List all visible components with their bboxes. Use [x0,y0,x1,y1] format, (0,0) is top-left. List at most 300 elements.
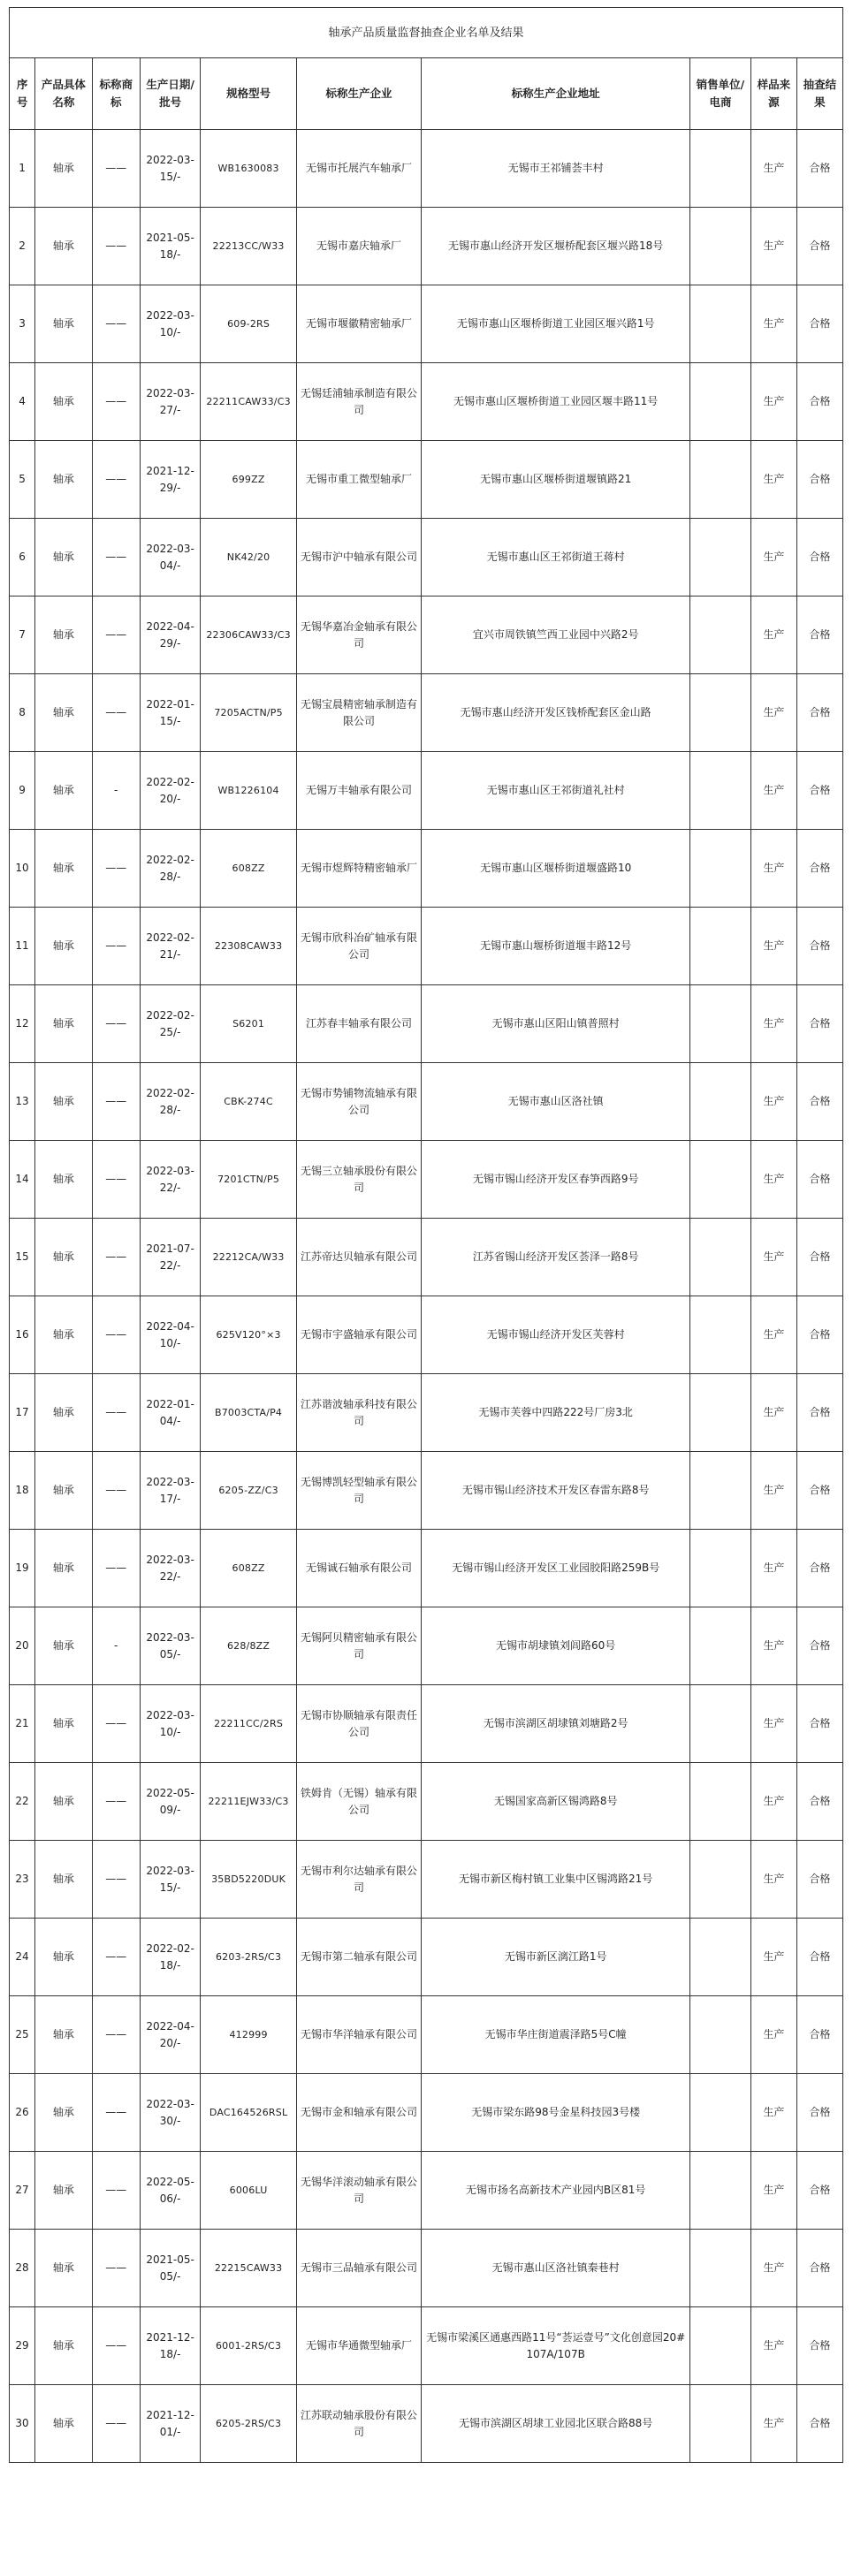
cell-spec: CBK-274C [201,1063,296,1141]
cell-index: 11 [10,908,35,985]
cell-seller [690,2307,751,2385]
cell-production-date: 2022-03-15/- [140,1841,201,1919]
cell-seller [690,1841,751,1919]
cell-index: 22 [10,1763,35,1841]
cell-address: 无锡市梁东路98号金星科技园3号楼 [422,2074,690,2152]
cell-enterprise: 无锡市利尔达轴承有限公司 [296,1841,422,1919]
cell-enterprise: 江苏联动轴承股份有限公司 [296,2385,422,2463]
cell-trademark: —— [92,674,140,752]
cell-sample-source: 生产 [750,1530,796,1607]
cell-index: 16 [10,1296,35,1374]
cell-enterprise: 无锡市第二轴承有限公司 [296,1919,422,1996]
cell-enterprise: 无锡华洋滚动轴承有限公司 [296,2152,422,2230]
cell-address: 无锡市惠山区洛社镇秦巷村 [422,2230,690,2307]
table-row [10,2307,843,2385]
cell-spec: WB1630083 [201,130,296,208]
table-row [10,1919,843,1996]
cell-address: 无锡市新区漓江路1号 [422,1919,690,1996]
cell-enterprise: 江苏谐波轴承科技有限公司 [296,1374,422,1452]
cell-result: 合格 [796,752,842,830]
cell-address: 无锡市惠山区堰桥街道堰镇路21 [422,441,690,519]
cell-sample-source: 生产 [750,1374,796,1452]
cell-index: 17 [10,1374,35,1452]
cell-spec: 6205-2RS/C3 [201,2385,296,2463]
table-row [10,1063,843,1141]
cell-index: 19 [10,1530,35,1607]
cell-index: 1 [10,130,35,208]
cell-address: 无锡市惠山经济开发区钱桥配套区金山路 [422,674,690,752]
cell-product: 轴承 [35,1530,93,1607]
cell-address: 无锡市惠山经济开发区堰桥配套区堰兴路18号 [422,208,690,285]
cell-address: 无锡市华庄街道震泽路5号C幢 [422,1996,690,2074]
cell-enterprise: 无锡诚石轴承有限公司 [296,1530,422,1607]
cell-product: 轴承 [35,1452,93,1530]
cell-trademark: —— [92,1530,140,1607]
table-row [10,130,843,208]
cell-result: 合格 [796,1374,842,1452]
cell-product: 轴承 [35,1919,93,1996]
cell-spec: 628/8ZZ [201,1607,296,1685]
cell-seller [690,1530,751,1607]
cell-seller [690,208,751,285]
cell-enterprise: 无锡市三品轴承有限公司 [296,2230,422,2307]
cell-production-date: 2022-05-06/- [140,2152,201,2230]
cell-seller [690,2074,751,2152]
cell-index: 6 [10,519,35,597]
cell-index: 25 [10,1996,35,2074]
cell-index: 8 [10,674,35,752]
cell-product: 轴承 [35,1296,93,1374]
cell-sample-source: 生产 [750,2230,796,2307]
table-row [10,2385,843,2463]
cell-product: 轴承 [35,1219,93,1296]
header-cell: 规格型号 [201,58,296,130]
cell-index: 26 [10,2074,35,2152]
cell-production-date: 2022-04-29/- [140,597,201,674]
cell-production-date: 2022-03-05/- [140,1607,201,1685]
cell-index: 15 [10,1219,35,1296]
cell-result: 合格 [796,597,842,674]
cell-trademark: —— [92,441,140,519]
cell-product: 轴承 [35,674,93,752]
cell-result: 合格 [796,2385,842,2463]
cell-product: 轴承 [35,1141,93,1219]
header-cell: 标称生产企业地址 [422,58,690,130]
cell-enterprise: 无锡市金和轴承有限公司 [296,2074,422,2152]
table-row [10,1530,843,1607]
cell-production-date: 2022-02-18/- [140,1919,201,1996]
cell-address: 无锡国家高新区锡鸿路8号 [422,1763,690,1841]
cell-enterprise: 无锡博凯轻型轴承有限公司 [296,1452,422,1530]
cell-index: 12 [10,985,35,1063]
cell-result: 合格 [796,1996,842,2074]
cell-index: 18 [10,1452,35,1530]
results-table [9,7,843,2463]
table-row [10,1996,843,2074]
cell-trademark: —— [92,1141,140,1219]
cell-spec: 6001-2RS/C3 [201,2307,296,2385]
cell-sample-source: 生产 [750,2307,796,2385]
cell-address: 无锡市惠山区堰桥街道工业园区堰丰路11号 [422,363,690,441]
cell-trademark: —— [92,985,140,1063]
cell-result: 合格 [796,1219,842,1296]
cell-index: 7 [10,597,35,674]
cell-sample-source: 生产 [750,1219,796,1296]
cell-spec: DAC164526RSL [201,2074,296,2152]
cell-address: 无锡市胡埭镇刘闾路60号 [422,1607,690,1685]
cell-index: 14 [10,1141,35,1219]
header-cell: 抽查结果 [796,58,842,130]
cell-trademark: - [92,752,140,830]
cell-spec: NK42/20 [201,519,296,597]
cell-production-date: 2021-12-18/- [140,2307,201,2385]
cell-result: 合格 [796,363,842,441]
cell-address: 无锡市锡山经济开发区春笋西路9号 [422,1141,690,1219]
table-body [10,130,843,2463]
cell-address: 无锡市惠山区堰桥街道堰盛路10 [422,830,690,908]
cell-sample-source: 生产 [750,2074,796,2152]
cell-address: 无锡市锡山经济开发区工业园胶阳路259B号 [422,1530,690,1607]
cell-index: 5 [10,441,35,519]
cell-production-date: 2022-03-22/- [140,1530,201,1607]
table-row [10,2152,843,2230]
cell-trademark: —— [92,285,140,363]
cell-trademark: —— [92,2152,140,2230]
cell-trademark: —— [92,1763,140,1841]
table-row [10,1607,843,1685]
cell-enterprise: 无锡市煜辉特精密轴承厂 [296,830,422,908]
cell-seller [690,674,751,752]
cell-trademark: - [92,1607,140,1685]
cell-product: 轴承 [35,285,93,363]
cell-production-date: 2022-03-17/- [140,1452,201,1530]
header-cell: 序号 [10,58,35,130]
table-row [10,363,843,441]
cell-enterprise: 无锡宝晨精密轴承制造有限公司 [296,674,422,752]
cell-index: 30 [10,2385,35,2463]
cell-trademark: —— [92,1374,140,1452]
cell-result: 合格 [796,1919,842,1996]
header-cell: 样品来源 [750,58,796,130]
cell-enterprise: 无锡阿贝精密轴承有限公司 [296,1607,422,1685]
cell-index: 9 [10,752,35,830]
cell-product: 轴承 [35,130,93,208]
cell-spec: 699ZZ [201,441,296,519]
cell-result: 合格 [796,441,842,519]
cell-product: 轴承 [35,2152,93,2230]
header-cell: 标称商标 [92,58,140,130]
cell-result: 合格 [796,1296,842,1374]
cell-sample-source: 生产 [750,363,796,441]
table-row [10,1452,843,1530]
table-row [10,208,843,285]
cell-trademark: —— [92,1841,140,1919]
cell-product: 轴承 [35,441,93,519]
cell-index: 21 [10,1685,35,1763]
cell-product: 轴承 [35,908,93,985]
cell-seller [690,1996,751,2074]
table-row [10,2230,843,2307]
cell-address: 无锡市惠山区阳山镇普照村 [422,985,690,1063]
cell-production-date: 2022-02-25/- [140,985,201,1063]
cell-seller [690,830,751,908]
cell-trademark: —— [92,519,140,597]
cell-product: 轴承 [35,1841,93,1919]
table-row [10,519,843,597]
cell-product: 轴承 [35,363,93,441]
cell-enterprise: 无锡市协顺轴承有限责任公司 [296,1685,422,1763]
cell-spec: 608ZZ [201,830,296,908]
cell-spec: 22308CAW33 [201,908,296,985]
cell-production-date: 2022-03-27/- [140,363,201,441]
table-row [10,830,843,908]
cell-spec: 22213CC/W33 [201,208,296,285]
cell-product: 轴承 [35,985,93,1063]
cell-production-date: 2022-02-28/- [140,1063,201,1141]
cell-sample-source: 生产 [750,1685,796,1763]
cell-production-date: 2021-05-05/- [140,2230,201,2307]
cell-address: 无锡市惠山堰桥街道堰丰路12号 [422,908,690,985]
cell-product: 轴承 [35,1763,93,1841]
cell-enterprise: 铁姆肯（无锡）轴承有限公司 [296,1763,422,1841]
table-row [10,1763,843,1841]
cell-seller [690,1763,751,1841]
table-row [10,597,843,674]
cell-seller [690,1919,751,1996]
cell-product: 轴承 [35,1607,93,1685]
cell-production-date: 2022-03-22/- [140,1141,201,1219]
cell-result: 合格 [796,1841,842,1919]
cell-result: 合格 [796,908,842,985]
cell-production-date: 2021-07-22/- [140,1219,201,1296]
table-title: 轴承产品质量监督抽查企业名单及结果 [10,8,843,58]
cell-spec: 22211CAW33/C3 [201,363,296,441]
cell-sample-source: 生产 [750,830,796,908]
cell-enterprise: 江苏帝达贝轴承有限公司 [296,1219,422,1296]
cell-seller [690,441,751,519]
cell-production-date: 2022-03-10/- [140,285,201,363]
cell-sample-source: 生产 [750,285,796,363]
table-row [10,1296,843,1374]
cell-spec: WB1226104 [201,752,296,830]
cell-production-date: 2022-01-04/- [140,1374,201,1452]
cell-trademark: —— [92,1063,140,1141]
cell-enterprise: 无锡市华洋轴承有限公司 [296,1996,422,2074]
cell-trademark: —— [92,1219,140,1296]
cell-trademark: —— [92,830,140,908]
cell-trademark: —— [92,208,140,285]
cell-sample-source: 生产 [750,752,796,830]
cell-trademark: —— [92,1296,140,1374]
cell-trademark: —— [92,908,140,985]
cell-enterprise: 无锡万丰轴承有限公司 [296,752,422,830]
cell-spec: 6006LU [201,2152,296,2230]
cell-sample-source: 生产 [750,208,796,285]
cell-index: 13 [10,1063,35,1141]
cell-index: 24 [10,1919,35,1996]
cell-sample-source: 生产 [750,1063,796,1141]
cell-product: 轴承 [35,208,93,285]
cell-production-date: 2021-12-01/- [140,2385,201,2463]
cell-enterprise: 无锡市嘉庆轴承厂 [296,208,422,285]
cell-index: 28 [10,2230,35,2307]
cell-result: 合格 [796,1452,842,1530]
cell-result: 合格 [796,985,842,1063]
cell-production-date: 2022-01-15/- [140,674,201,752]
cell-trademark: —— [92,2230,140,2307]
cell-sample-source: 生产 [750,441,796,519]
cell-product: 轴承 [35,830,93,908]
cell-seller [690,130,751,208]
cell-production-date: 2022-03-30/- [140,2074,201,2152]
cell-result: 合格 [796,1141,842,1219]
cell-enterprise: 无锡市宇盛轴承有限公司 [296,1296,422,1374]
cell-address: 无锡市锡山经济开发区芙蓉村 [422,1296,690,1374]
cell-sample-source: 生产 [750,1841,796,1919]
cell-sample-source: 生产 [750,1763,796,1841]
cell-production-date: 2022-02-20/- [140,752,201,830]
cell-sample-source: 生产 [750,1452,796,1530]
cell-address: 无锡市惠山区洛社镇 [422,1063,690,1141]
table-row [10,1374,843,1452]
cell-result: 合格 [796,2152,842,2230]
cell-product: 轴承 [35,1996,93,2074]
cell-enterprise: 无锡华嘉冶金轴承有限公司 [296,597,422,674]
cell-enterprise: 无锡市沪中轴承有限公司 [296,519,422,597]
cell-sample-source: 生产 [750,1141,796,1219]
cell-result: 合格 [796,519,842,597]
cell-seller [690,1607,751,1685]
cell-address: 江苏省锡山经济开发区荟泽一路8号 [422,1219,690,1296]
cell-product: 轴承 [35,1685,93,1763]
cell-enterprise: 无锡市势铺物流轴承有限公司 [296,1063,422,1141]
cell-index: 3 [10,285,35,363]
cell-result: 合格 [796,2230,842,2307]
cell-index: 4 [10,363,35,441]
cell-address: 无锡市惠山区王祁街道王蒋村 [422,519,690,597]
cell-spec: 35BD5220DUK [201,1841,296,1919]
cell-spec: 22215CAW33 [201,2230,296,2307]
cell-production-date: 2022-03-10/- [140,1685,201,1763]
cell-production-date: 2021-05-18/- [140,208,201,285]
cell-index: 27 [10,2152,35,2230]
table-row [10,752,843,830]
cell-trademark: —— [92,130,140,208]
cell-address: 无锡市锡山经济技术开发区春雷东路8号 [422,1452,690,1530]
cell-spec: 6203-2RS/C3 [201,1919,296,1996]
document [9,7,843,2463]
cell-result: 合格 [796,674,842,752]
cell-trademark: —— [92,597,140,674]
cell-product: 轴承 [35,1374,93,1452]
cell-address: 无锡市滨湖区胡埭工业园北区联合路88号 [422,2385,690,2463]
cell-enterprise: 无锡市堰徽精密轴承厂 [296,285,422,363]
cell-sample-source: 生产 [750,985,796,1063]
cell-result: 合格 [796,2074,842,2152]
cell-result: 合格 [796,1530,842,1607]
cell-enterprise: 无锡市重工微型轴承厂 [296,441,422,519]
cell-sample-source: 生产 [750,674,796,752]
cell-sample-source: 生产 [750,2385,796,2463]
cell-product: 轴承 [35,2385,93,2463]
cell-index: 20 [10,1607,35,1685]
header-cell: 生产日期/批号 [140,58,201,130]
table-row [10,285,843,363]
table-row [10,2074,843,2152]
cell-trademark: —— [92,1452,140,1530]
cell-result: 合格 [796,830,842,908]
cell-enterprise: 无锡三立轴承股份有限公司 [296,1141,422,1219]
cell-trademark: —— [92,2385,140,2463]
cell-spec: 609-2RS [201,285,296,363]
cell-product: 轴承 [35,2074,93,2152]
cell-seller [690,1296,751,1374]
header-row [10,58,843,130]
header-cell: 产品具体名称 [35,58,93,130]
cell-address: 无锡市扬名高新技术产业园内B区81号 [422,2152,690,2230]
table-row [10,1685,843,1763]
cell-trademark: —— [92,1685,140,1763]
cell-seller [690,285,751,363]
cell-result: 合格 [796,1763,842,1841]
cell-seller [690,1141,751,1219]
cell-enterprise: 无锡廷浦轴承制造有限公司 [296,363,422,441]
cell-sample-source: 生产 [750,1607,796,1685]
table-row [10,908,843,985]
cell-sample-source: 生产 [750,597,796,674]
cell-sample-source: 生产 [750,130,796,208]
cell-address: 无锡市梁溪区通惠西路11号“荟运壹号”文化创意园20#107A/107B [422,2307,690,2385]
cell-index: 29 [10,2307,35,2385]
table-row [10,985,843,1063]
cell-spec: 7201CTN/P5 [201,1141,296,1219]
cell-production-date: 2022-02-28/- [140,830,201,908]
cell-seller [690,2152,751,2230]
cell-product: 轴承 [35,519,93,597]
cell-seller [690,597,751,674]
cell-index: 10 [10,830,35,908]
cell-enterprise: 无锡市欣科冶矿轴承有限公司 [296,908,422,985]
cell-sample-source: 生产 [750,1919,796,1996]
header-cell: 销售单位/电商 [690,58,751,130]
cell-seller [690,1685,751,1763]
cell-result: 合格 [796,1685,842,1763]
cell-seller [690,752,751,830]
cell-seller [690,363,751,441]
cell-sample-source: 生产 [750,1996,796,2074]
cell-index: 2 [10,208,35,285]
cell-enterprise: 无锡市华通微型轴承厂 [296,2307,422,2385]
cell-trademark: —— [92,2307,140,2385]
cell-sample-source: 生产 [750,908,796,985]
cell-result: 合格 [796,285,842,363]
cell-trademark: —— [92,1996,140,2074]
cell-spec: 22306CAW33/C3 [201,597,296,674]
cell-result: 合格 [796,2307,842,2385]
cell-result: 合格 [796,1063,842,1141]
cell-trademark: —— [92,363,140,441]
cell-seller [690,1219,751,1296]
cell-spec: 22211CC/2RS [201,1685,296,1763]
cell-production-date: 2022-02-21/- [140,908,201,985]
cell-sample-source: 生产 [750,2152,796,2230]
cell-result: 合格 [796,1607,842,1685]
cell-product: 轴承 [35,1063,93,1141]
cell-trademark: —— [92,1919,140,1996]
cell-sample-source: 生产 [750,519,796,597]
cell-address: 无锡市新区梅村镇工业集中区锡鸿路21号 [422,1841,690,1919]
cell-address: 宜兴市周铁镇竺西工业园中兴路2号 [422,597,690,674]
